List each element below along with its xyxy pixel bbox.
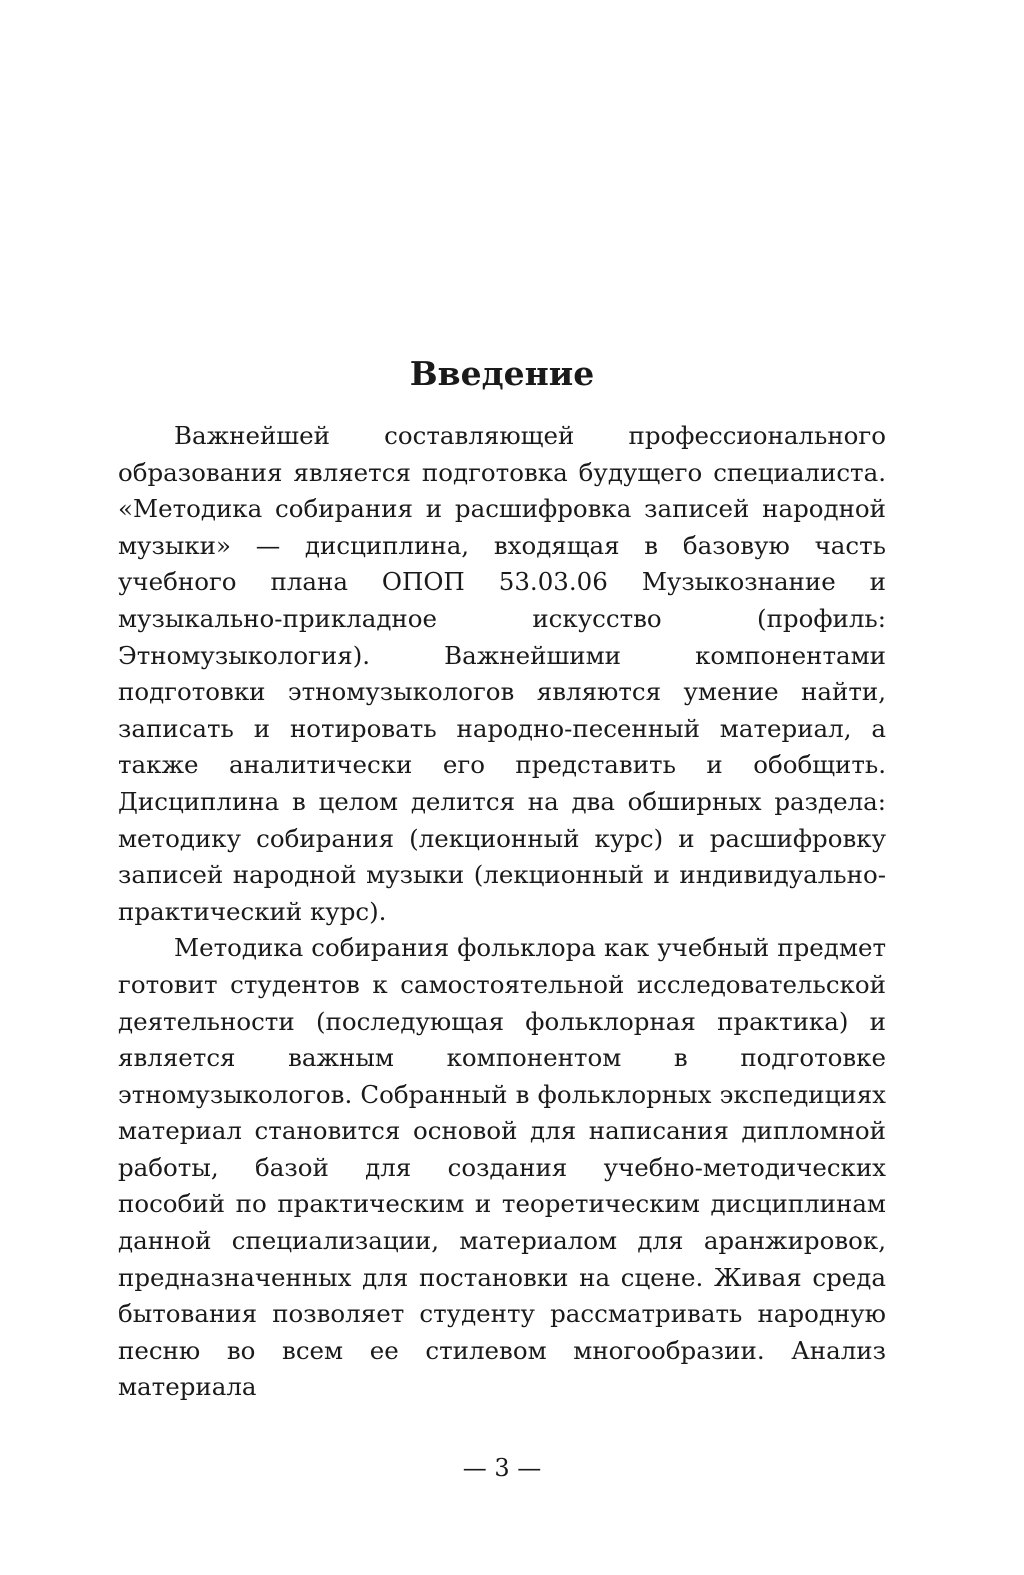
paragraph-2: Методика собирания фольклора как учебный предмет готовит студентов к самостоятельной исследовательской деятельности (последующая фольклорная практика) и является важным компонентом в подготовке этномузыкологов. Собранный в фольклорных экспедициях материал становится основой для написания дипломной работы, базой для создания учебно-методических пособий по практическим и теоретическим дисциплинам данной специализации, материалом для аранжировок, предназначенных для постановки на сцене. Живая среда бытования позволяет студенту рассматривать народную песню во всем ее стилевом многообразии. Анализ материала bbox=[118, 933, 886, 1402]
paragraph-1: Важнейшей составляющей профессионального образования является подготовка будущего специалиста. «Методика собирания и расшифровка записей народной музыки» — дисциплина, входящая в базовую часть учебного плана ОПОП 53.03.06 Музыкознание и музыкально-прикладное искусство (профиль: Этномузыкология). Важнейшими компонентами подготовки этномузыкологов являются умение найти, записать и нотировать народно-песенный материал, а также аналитически его представить и обобщить. Дисциплина в целом делится на два обширных раздела: методику собирания (лекционный курс) и расшифровку записей народной музыки (лекционный и индивидуально-практический курс). bbox=[118, 421, 886, 926]
chapter-heading: Введение bbox=[409, 354, 595, 393]
body-text bbox=[118, 418, 886, 1406]
page-number: — 3 — bbox=[462, 1454, 542, 1482]
